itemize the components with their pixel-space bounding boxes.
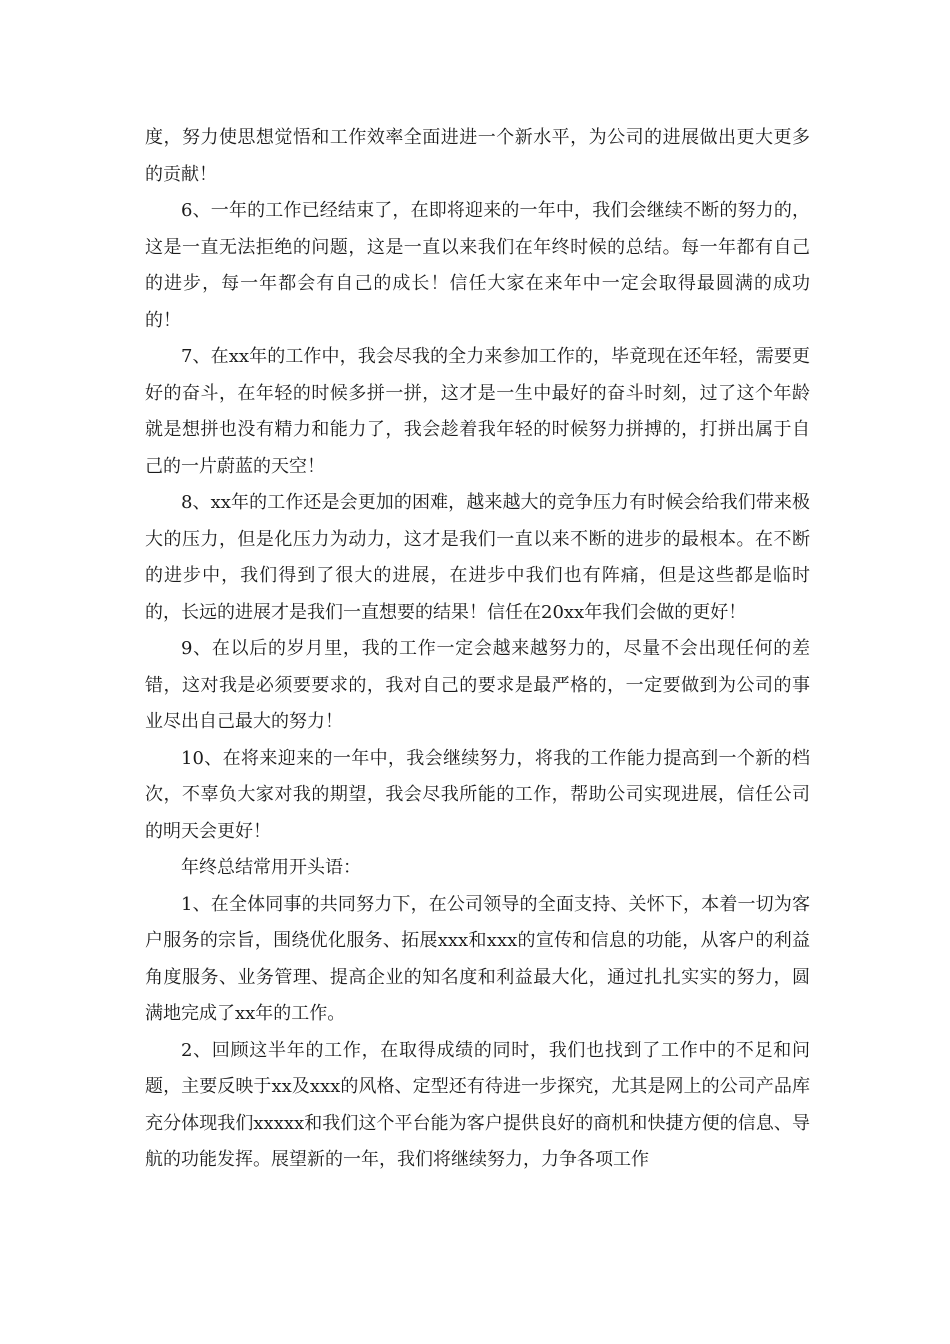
paragraph-item-10: 10、在将来迎来的一年中，我会继续努力，将我的工作能力提高到一个新的档次，不辜负大家对我的期望，我会尽我所能的工作，帮助公司实现进展，信任公司的明天会更好！ bbox=[145, 747, 810, 842]
paragraph-item-8: 8、xx年的工作还是会更加的困难，越来越大的竞争压力有时候会给我们带来极大的压力，但是化压力为动力，这才是我们一直以来不断的进步的最根本。在不断的进步中，我们得到了很大的进展，在进步中我们也有阵痛，但是这些都是临时的，长远的进展才是我们一直想要的结果！信任在20xx年我们会做的更好！ bbox=[145, 492, 810, 623]
document-body bbox=[145, 120, 810, 1179]
paragraph-item-7: 7、在xx年的工作中，我会尽我的全力来参加工作的，毕竟现在还年轻，需要更好的奋斗，在年轻的时候多拼一拼，这才是一生中最好的奋斗时刻，过了这个年龄就是想拼也没有精力和能力了，我会趁着我年轻的时候努力拼搏的，打拼出属于自己的一片蔚蓝的天空！ bbox=[145, 346, 810, 477]
paragraph-item-9: 9、在以后的岁月里，我的工作一定会越来越努力的，尽量不会出现任何的差错，这对我是必须要要求的，我对自己的要求是最严格的，一定要做到为公司的事业尽出自己最大的努力！ bbox=[145, 638, 810, 732]
opening-item-1: 1、在全体同事的共同努力下，在公司领导的全面支持、关怀下，本着一切为客户服务的宗旨，围绕优化服务、拓展xxx和xxx的宣传和信息的功能，从客户的利益角度服务、业务管理、提高企业的知名度和利益最大化，通过扎扎实实的努力，圆满地完成了xx年的工作。 bbox=[145, 893, 810, 1024]
paragraph-continuation: 度，努力使思想觉悟和工作效率全面进进一个新水平，为公司的进展做出更大更多的贡献！ bbox=[145, 127, 810, 185]
opening-item-2: 2、回顾这半年的工作，在取得成绩的同时，我们也找到了工作中的不足和问题，主要反映于xx及xxx的风格、定型还有待进一步探究，尤其是网上的公司产品库充分体现我们xxxxx和我们这个平台能为客户提供良好的商机和快捷方便的信息、导航的功能发挥。展望新的一年，我们将继续努力，力争各项工作 bbox=[145, 1039, 810, 1170]
paragraph-item-6: 6、一年的工作已经结束了，在即将迎来的一年中，我们会继续不断的努力的，这是一直无法拒绝的问题，这是一直以来我们在年终时候的总结。每一年都有自己的进步，每一年都会有自己的成长！信任大家在来年中一定会取得最圆满的成功的！ bbox=[145, 200, 810, 331]
section-heading: 年终总结常用开头语： bbox=[181, 857, 361, 878]
